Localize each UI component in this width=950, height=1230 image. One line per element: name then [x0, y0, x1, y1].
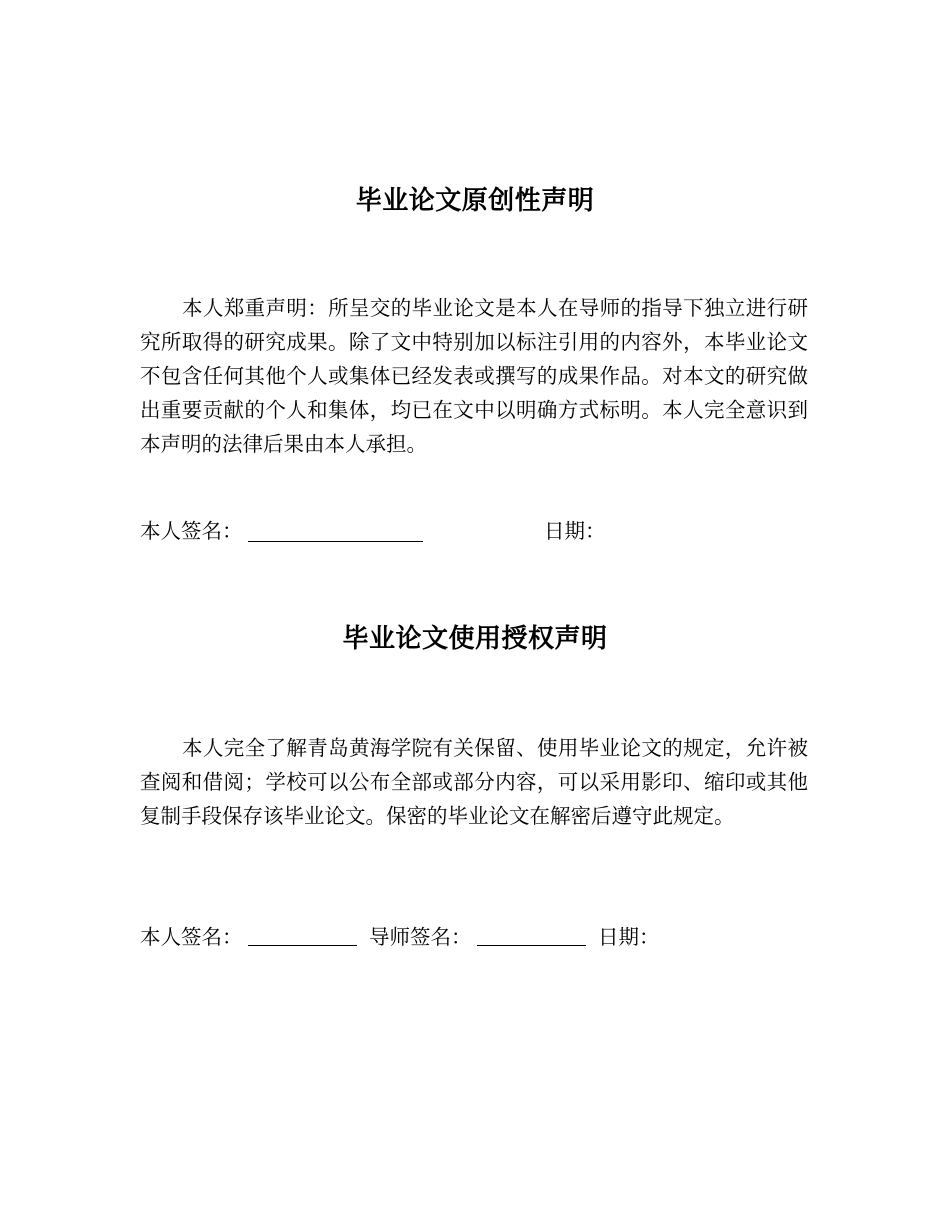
signature-line[interactable] — [248, 945, 357, 946]
signature-label: 本人签名： — [140, 925, 243, 949]
date-label: 日期： — [598, 925, 660, 949]
originality-statement: 本人郑重声明：所呈交的毕业论文是本人在导师的指导下独立进行研究所取得的研究成果。除了文中特别加以标注引用的内容外，本毕业论文不包含任何其他个人或集体已经发表或撰写的成果作品。对本文的研究做出重要贡献的个人和集体，均已在文中以明确方式标明。本人完全意识到本声明的法律后果由本人承担。 — [140, 296, 808, 456]
authorization-title: 毕业论文使用授权声明 — [342, 624, 608, 654]
date-label: 日期： — [544, 519, 606, 543]
advisor-signature-label: 导师签名： — [369, 925, 472, 949]
signature-label: 本人签名： — [140, 519, 243, 543]
signature-line[interactable] — [248, 541, 423, 542]
originality-title: 毕业论文原创性声明 — [355, 186, 595, 216]
authorization-statement: 本人完全了解青岛黄海学院有关保留、使用毕业论文的规定，允许被查阅和借阅；学校可以公布全部或部分内容，可以采用影印、缩印或其他复制手段保存该毕业论文。保密的毕业论文在解密后遵守此规定。 — [140, 736, 808, 828]
advisor-signature-line[interactable] — [477, 945, 586, 946]
